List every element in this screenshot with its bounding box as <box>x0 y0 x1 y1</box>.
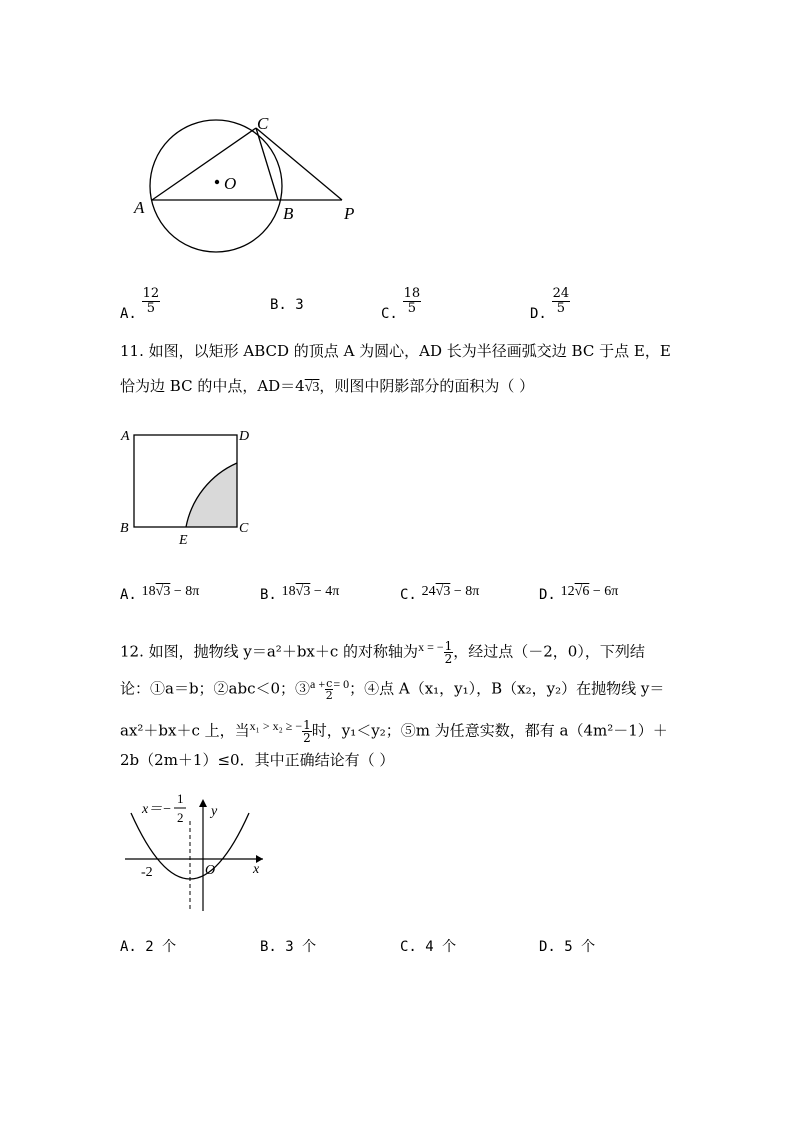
option-letter: D. <box>530 305 547 322</box>
option-letter: D. <box>539 587 556 603</box>
option-text: 3 个 <box>285 939 317 955</box>
shaded-region <box>186 463 237 527</box>
y-axis-arrow <box>199 799 207 807</box>
label-p: P <box>344 204 355 223</box>
option-fraction: $\frac{24}{5}$ <box>552 286 570 316</box>
label-d: D <box>239 429 250 444</box>
option-expression: 18√3 − 8π <box>141 584 200 599</box>
center-dot <box>215 180 219 184</box>
label-x: x <box>253 862 260 877</box>
label-neg2: -2 <box>141 865 153 880</box>
option-text: 2 个 <box>145 939 177 955</box>
q11-option-b[interactable] <box>260 580 339 602</box>
label-b: B <box>120 521 129 536</box>
q11-line2: 恰为边 BC 的中点，AD＝4√3，则图中阴影部分的面积为（ ） <box>120 377 535 395</box>
option-text: 3 <box>295 297 304 313</box>
q10-option-b[interactable] <box>270 295 304 315</box>
option-expression: 12√6 − 6π <box>560 584 619 599</box>
circle-o <box>150 120 282 252</box>
option-letter: A. <box>120 587 137 603</box>
option-letter: B. <box>260 939 277 955</box>
axis-label: x＝− <box>142 802 172 817</box>
label-a: A <box>134 198 145 217</box>
label-c: C <box>239 521 249 536</box>
segment-cb <box>256 128 278 200</box>
option-text: 4 个 <box>425 939 457 955</box>
option-letter: C. <box>381 305 398 322</box>
option-expression: 18√3 − 4π <box>281 584 340 599</box>
label-o: O <box>205 863 216 878</box>
axis-label-num: 1 <box>177 791 184 806</box>
parabola-figure <box>115 785 275 915</box>
label-e: E <box>179 533 188 548</box>
q12-option-c[interactable] <box>400 937 456 957</box>
q12-option-b[interactable] <box>260 937 316 957</box>
option-text: 5 个 <box>564 939 596 955</box>
q11-option-c[interactable] <box>400 580 479 602</box>
q10-option-c[interactable] <box>381 286 421 322</box>
circle-tangent-figure <box>120 100 380 260</box>
segment-cp <box>256 128 342 200</box>
q11-line1: 11. 如图，以矩形 ABCD 的顶点 A 为圆心，AD 长为半径画弧交边 BC 于点 E，E <box>120 342 671 360</box>
label-a: A <box>121 429 130 444</box>
label-y: y <box>211 804 218 819</box>
rectangle-arc-figure <box>115 420 265 550</box>
option-expression: 24√3 − 8π <box>421 584 480 599</box>
option-letter: D. <box>539 939 556 955</box>
q10-option-a[interactable] <box>120 286 160 322</box>
q12-line3: ax²＋bx＋c 上，当$^{x_1 > x_2 \ge -}$ $\frac{1}{2}$ 时，y₁＜y₂；⑤m 为任意实数，都有 a（4m²－1）＋ <box>120 718 668 745</box>
q12-option-d[interactable] <box>539 937 595 957</box>
q10-option-d[interactable] <box>530 286 570 322</box>
option-letter: C. <box>400 939 417 955</box>
option-letter: C. <box>400 587 417 603</box>
label-o: O <box>224 174 237 193</box>
option-fraction: $\frac{18}{5}$ <box>403 286 421 316</box>
q12-line1: 12. 如图，抛物线 y＝a²＋bx＋c 的对称轴为$^{x = -}$ $\frac{1}{2}$ ，经过点（－2，0），下列结 <box>120 639 645 666</box>
label-b: B <box>283 204 294 223</box>
q12-option-a[interactable] <box>120 937 176 957</box>
option-letter: A. <box>120 305 137 322</box>
option-letter: B. <box>270 297 287 313</box>
option-letter: A. <box>120 939 137 955</box>
q11-option-a[interactable] <box>120 580 199 602</box>
q12-line2: 论：①a＝b；②abc＜0；③$^{a +}$ $\frac{c}{2}$ $^{= 0}$；④点 A（x₁，y₁），B（x₂，y₂）在抛物线 y＝ <box>120 676 665 702</box>
q12-line4: 2b（2m＋1）≤0．其中正确结论有（ ） <box>120 751 395 769</box>
option-letter: B. <box>260 587 277 603</box>
axis-label-den: 2 <box>177 810 184 825</box>
label-c: C <box>257 114 269 133</box>
q11-option-d[interactable] <box>539 580 618 602</box>
segment-ac <box>152 128 256 200</box>
option-fraction: $\frac{12}{5}$ <box>142 286 160 316</box>
